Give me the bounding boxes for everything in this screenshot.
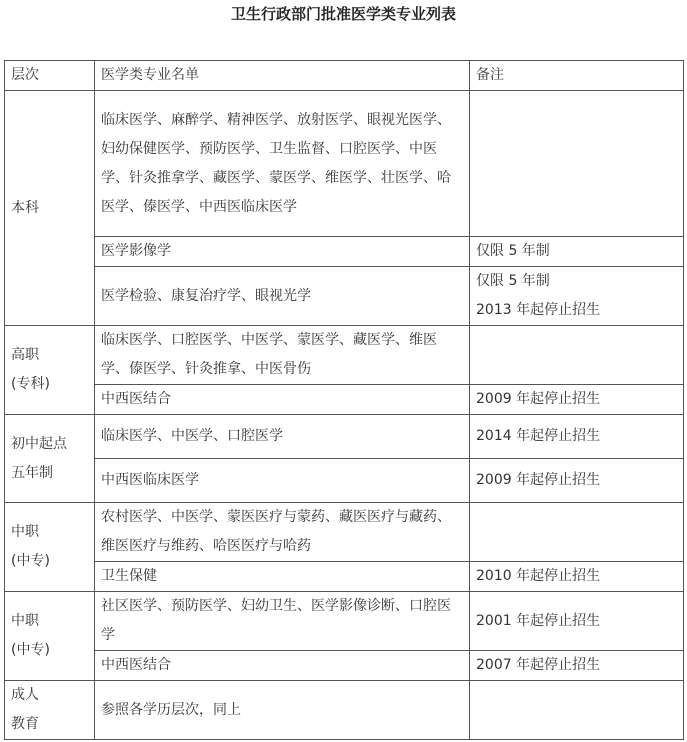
table-row bbox=[5, 651, 684, 681]
table-row bbox=[5, 681, 684, 740]
level-cell bbox=[5, 326, 95, 415]
note-cell: 2007 年起停止招生 bbox=[470, 651, 684, 681]
level-line: (专科) bbox=[11, 376, 50, 392]
table-row bbox=[5, 91, 684, 237]
note-line: 仅限 5 年制 bbox=[476, 273, 550, 289]
level-line: (中专) bbox=[11, 642, 50, 658]
majors-cell: 医学影像学 bbox=[95, 237, 470, 267]
level-cell bbox=[5, 592, 95, 681]
level-line: 成人 bbox=[11, 687, 39, 703]
header-level: 层次 bbox=[5, 61, 95, 91]
table-row bbox=[5, 503, 684, 562]
majors-table bbox=[4, 60, 684, 740]
note-line: 2013 年起停止招生 bbox=[476, 302, 601, 318]
header-majors: 医学类专业名单 bbox=[95, 61, 470, 91]
level-cell bbox=[5, 415, 95, 503]
level-line: 五年制 bbox=[11, 464, 53, 481]
note-cell bbox=[470, 326, 684, 385]
note-cell bbox=[470, 91, 684, 237]
majors-cell: 临床医学、口腔医学、中医学、蒙医学、藏医学、维医学、傣医学、针灸推拿、中医骨伤 bbox=[95, 326, 470, 385]
note-cell: 2010 年起停止招生 bbox=[470, 562, 684, 592]
level-line: 中职 bbox=[11, 524, 39, 540]
note-cell bbox=[470, 503, 684, 562]
table-row bbox=[5, 385, 684, 415]
note-cell: 2009 年起停止招生 bbox=[470, 459, 684, 503]
majors-cell: 参照各学历层次，同上 bbox=[95, 681, 470, 740]
table-header-row bbox=[5, 61, 684, 91]
level-line: 教育 bbox=[11, 716, 39, 732]
majors-cell: 卫生保健 bbox=[95, 562, 470, 592]
table-row bbox=[5, 562, 684, 592]
majors-cell: 医学检验、康复治疗学、眼视光学 bbox=[95, 267, 470, 326]
table-row bbox=[5, 326, 684, 385]
level-cell bbox=[5, 503, 95, 592]
page-title: 卫生行政部门批准医学类专业列表 bbox=[230, 5, 456, 23]
note-cell: 2001 年起停止招生 bbox=[470, 592, 684, 651]
note-cell bbox=[470, 681, 684, 740]
note-cell: 2014 年起停止招生 bbox=[470, 415, 684, 459]
note-cell: 2009 年起停止招生 bbox=[470, 385, 684, 415]
note-cell bbox=[470, 267, 684, 326]
table-row bbox=[5, 267, 684, 326]
majors-cell: 农村医学、中医学、蒙医医疗与蒙药、藏医医疗与藏药、维医医疗与维药、哈医医疗与哈药 bbox=[95, 503, 470, 562]
majors-cell: 社区医学、预防医学、妇幼卫生、医学影像诊断、口腔医学 bbox=[95, 592, 470, 651]
table-row bbox=[5, 415, 684, 459]
majors-cell: 临床医学、中医学、口腔医学 bbox=[95, 415, 470, 459]
level-line: 初中起点 bbox=[11, 435, 67, 452]
majors-cell: 中西医临床医学 bbox=[95, 459, 470, 503]
note-cell: 仅限 5 年制 bbox=[470, 237, 684, 267]
majors-cell: 中西医结合 bbox=[95, 651, 470, 681]
level-line: 中职 bbox=[11, 613, 39, 629]
table-row bbox=[5, 592, 684, 651]
level-line: (中专) bbox=[11, 553, 50, 569]
level-cell bbox=[5, 681, 95, 740]
header-note: 备注 bbox=[470, 61, 684, 91]
majors-cell: 临床医学、麻醉学、精神医学、放射医学、眼视光医学、妇幼保健医学、预防医学、卫生监督、口腔医学、中医学、针灸推拿学、藏医学、蒙医学、维医学、壮医学、哈医学、傣医学、中西医临床医学 bbox=[95, 91, 470, 237]
table-row bbox=[5, 459, 684, 503]
level-line: 高职 bbox=[11, 347, 39, 363]
level-cell: 本科 bbox=[5, 91, 95, 326]
majors-cell: 中西医结合 bbox=[95, 385, 470, 415]
table-row bbox=[5, 237, 684, 267]
